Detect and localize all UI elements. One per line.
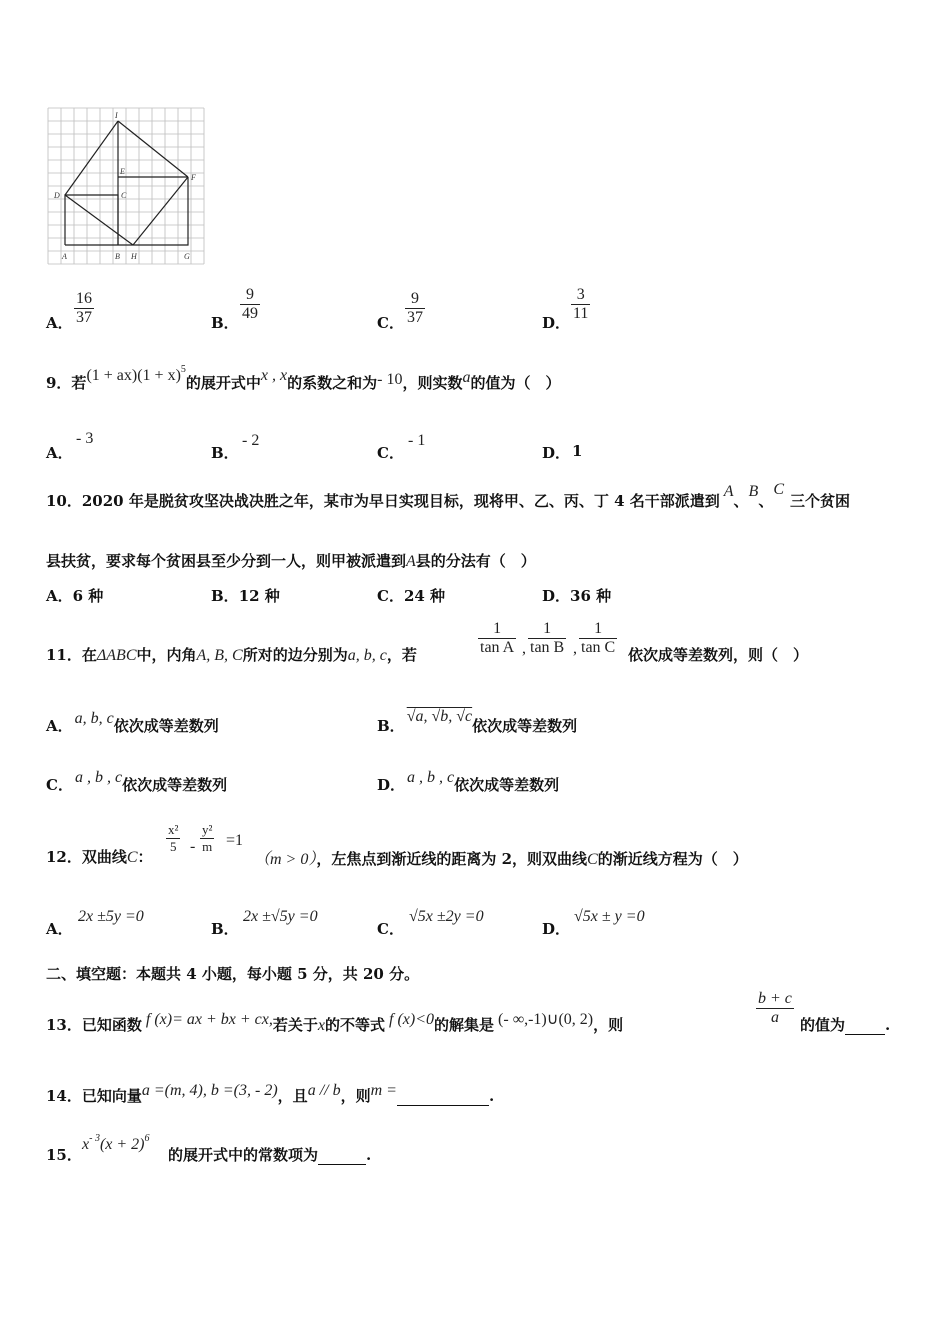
label-h: H <box>131 252 137 261</box>
question-10: 10．2020 年是脱贫攻坚决战决胜之年，某市为早日实现目标，现将甲、乙、丙、丁 4 名干部派遣到A、B、C三个贫困 <box>46 481 851 510</box>
q15-expression: $x^{- 3}(x + 2)^6$ <box>82 1133 150 1153</box>
q13-fraction: $\frac{b + c}{a}$ <box>758 990 792 1026</box>
q10-option-b[interactable]: B．12 种 <box>211 587 280 605</box>
q9-option-a[interactable]: A． <box>46 444 73 462</box>
q11-fraction-tan-b: $\frac{1}{\text{tan B}}$ <box>530 620 565 656</box>
q11-option-a[interactable]: A． a, b, c依次成等差数列 <box>46 710 219 735</box>
question-12-rest: （m > 0），左焦点到渐近线的距离为 2，则双曲线C的渐近线方程为（ ） <box>254 850 748 868</box>
q9-option-c-value: - 1 <box>408 432 426 449</box>
q11-option-d[interactable]: D． a , b , c依次成等差数列 <box>377 769 560 794</box>
q12-option-c-value: √5x ±2y =0 <box>409 908 484 925</box>
q10-option-c[interactable]: C．24 种 <box>377 587 446 605</box>
question-15: 15． <box>46 1146 82 1164</box>
question-9: 9．若$(1 + ax)(1 + x)^5$的展开式中x , x的系数之和为- 10，则实数a的值为（ ） <box>46 364 561 392</box>
label-g: G <box>184 252 190 261</box>
q8-option-c-label[interactable]: C． <box>377 314 404 332</box>
q9-option-b-value: - 2 <box>242 432 260 449</box>
q8-option-d-fraction: $\frac{3}{11}$ <box>573 286 589 322</box>
q13-blank[interactable] <box>845 1018 885 1035</box>
question-11: 11．在ΔABC中，内角A, B, C所对的边分别为a, b, c，若 <box>46 646 417 664</box>
label-f: F <box>191 173 196 182</box>
q13-answer: 的值为 . <box>800 1016 891 1034</box>
q9-option-b[interactable]: B． <box>211 444 239 462</box>
q12-equals: =1 <box>226 832 244 849</box>
question-13: 13．已知函数 f (x)= ax + bx + cx,若关于x的不等式 f (x)<0的解集是 (- ∞,-1)∪(0, 2)，则 <box>46 1011 624 1034</box>
q9-option-c[interactable]: C． <box>377 444 404 462</box>
q10-option-d[interactable]: D．36 种 <box>542 587 612 605</box>
q14-blank[interactable] <box>397 1089 489 1106</box>
label-b: B <box>115 252 120 261</box>
q8-option-a-fraction: $\frac{16}{37}$ <box>76 290 92 326</box>
q8-option-c-fraction: $\frac{9}{37}$ <box>407 290 423 326</box>
q11-fraction-tan-c: $\frac{1}{\text{tan C}}$ <box>581 620 616 656</box>
q10-option-a[interactable]: A．6 种 <box>46 587 104 605</box>
q12-option-b-value: 2x ±√5y =0 <box>243 908 318 925</box>
q12-option-c[interactable]: C． <box>377 920 404 938</box>
q15-blank[interactable] <box>318 1148 366 1165</box>
q12-fraction-x: $\frac{\text{x²}}{5}$ <box>168 822 179 854</box>
q12-option-a[interactable]: A． <box>46 920 73 938</box>
label-a: A <box>62 252 67 261</box>
q8-option-b-label[interactable]: B． <box>211 314 239 332</box>
q12-option-d[interactable]: D． <box>542 920 571 938</box>
label-c: C <box>121 191 127 200</box>
q8-option-d-label[interactable]: D． <box>542 314 571 332</box>
question-12-start: 12．双曲线C： <box>46 848 153 866</box>
question-14: 14．已知向量a =(m, 4), b =(3, - 2)，且a // b，则m = . <box>46 1082 495 1105</box>
q12-option-b[interactable]: B． <box>211 920 239 938</box>
question-15-rest: 的展开式中的常数项为 . <box>168 1146 372 1164</box>
q11-option-c[interactable]: C． a , b , c依次成等差数列 <box>46 769 228 794</box>
q9-option-d[interactable]: D． <box>542 444 571 462</box>
geometry-figure <box>46 106 206 268</box>
q9-option-d-value: 1 <box>572 442 583 460</box>
q11-fraction-tan-a: $\frac{1}{\text{tan A}}$ <box>480 620 515 656</box>
question-10-line2: 县扶贫，要求每个贫困县至少分到一人，则甲被派遣到A县的分法有（ ） <box>46 552 536 570</box>
section-2-heading: 二、填空题：本题共 4 小题，每小题 5 分，共 20 分。 <box>46 965 420 983</box>
q8-option-b-fraction: $\frac{9}{49}$ <box>242 286 258 322</box>
figure-lines <box>65 121 188 245</box>
label-d: D <box>54 191 60 200</box>
label-e: E <box>120 167 125 176</box>
q12-fraction-y: $\frac{\text{y²}}{m}$ <box>202 822 213 854</box>
q12-option-d-value: √5x ± y =0 <box>574 908 645 925</box>
q11-option-b[interactable]: B．√a, √b, √c依次成等差数列 <box>377 708 578 735</box>
q12-option-a-value: 2x ±5y =0 <box>78 908 144 925</box>
q12-minus: - <box>190 838 196 855</box>
q8-option-a-label[interactable]: A． <box>46 314 73 332</box>
q11-tail: 依次成等差数列，则（ ） <box>628 646 809 664</box>
q9-option-a-value: - 3 <box>76 430 94 447</box>
label-i: I <box>115 111 118 120</box>
